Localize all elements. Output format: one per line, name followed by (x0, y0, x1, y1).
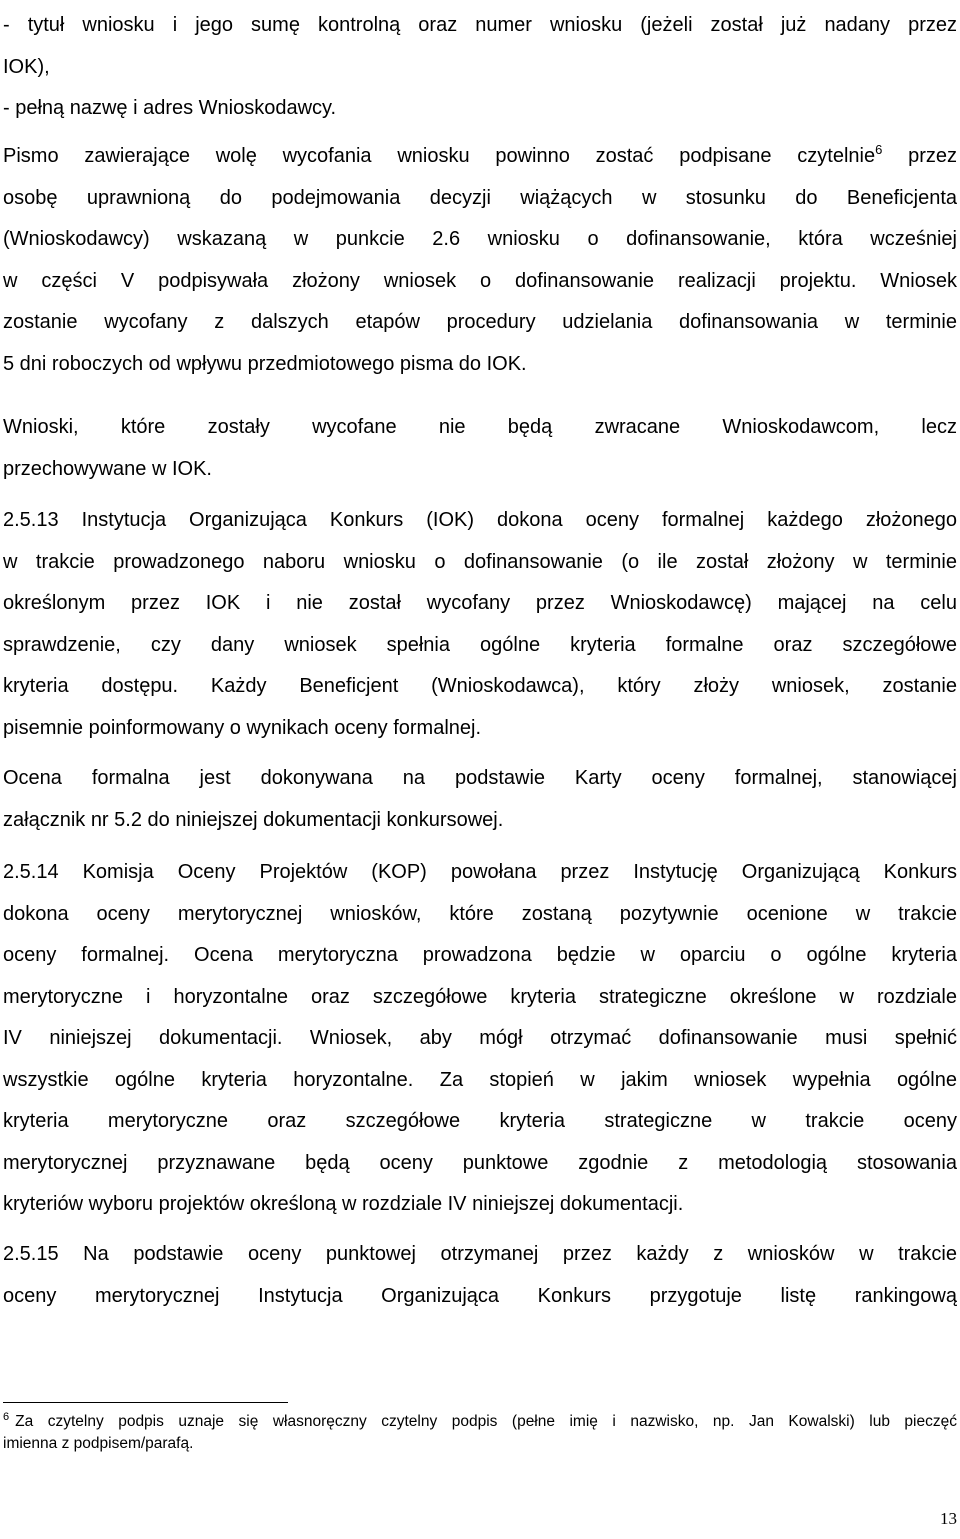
list-item: - pełną nazwę i adres Wnioskodawcy. (3, 97, 337, 119)
paragraph-line: kryteria merytoryczne oraz szczegółowe kryteria strategiczne w trakcie oceny (3, 1110, 957, 1132)
list-item: - tytuł wniosku i jego sumę kontrolną oraz numer wniosku (jeżeli został już nadany przez (3, 14, 957, 36)
paragraph-line: pisemnie poinformowany o wynikach oceny formalnej. (3, 716, 482, 739)
paragraph-line: oceny formalnej. Ocena merytoryczna prowadzona będzie w oparciu o ogólne kryteria (3, 944, 957, 966)
paragraph-line: osobę uprawnioną do podejmowania decyzji wiążących w stosunku do Beneficjenta (3, 186, 957, 209)
paragraph-line: wszystkie ogólne kryteria horyzontalne. Za stopień w jakim wniosek wypełnia ogólne (3, 1068, 957, 1091)
footnote (3, 1411, 957, 1455)
withdrawn-storage-paragraph (3, 407, 957, 490)
paragraph-line: IV niniejszej dokumentacji. Wniosek, aby mógł otrzymać dofinansowanie musi spełnić (3, 1027, 957, 1049)
footnote-line: imienna z podpisem/parafą. (3, 1435, 194, 1452)
paragraph-line: merytorycznej przyznawane będą oceny punktowe zgodnie z metodologią stosowania (3, 1151, 957, 1174)
lead-items-list (3, 5, 957, 130)
paragraph-line: (Wnioskodawcy) wskazaną w punkcie 2.6 wniosku o dofinansowanie, która wcześniej (3, 228, 957, 250)
section-2-5-13 (3, 500, 957, 749)
section-2-5-15 (3, 1234, 957, 1317)
paragraph-line: 5 dni roboczych od wpływu przedmiotowego pisma do IOK. (3, 352, 527, 375)
paragraph-line (3, 136, 957, 178)
footnote-text: Za czytelny podpis uznaje się własnoręczny czytelny podpis (pełne imię i nazwisko, np. Jan Kowalski) lub pieczęć (15, 1413, 957, 1430)
footnote-line (3, 1411, 957, 1433)
paragraph-text: Pismo zawierające wolę wycofania wniosku powinno zostać podpisane czytelnie (3, 145, 876, 167)
paragraph-text: przez (882, 145, 957, 167)
paragraph-line: 2.5.13 Instytucja Organizująca Konkurs (IOK) dokona oceny formalnej każdego złożonego (3, 509, 957, 531)
footnote-reference: 6 (875, 142, 883, 157)
footnote-number: 6 (3, 1411, 10, 1423)
footnote-separator (3, 1402, 288, 1403)
paragraph-line: w części V podpisywała złożony wniosek o dofinansowanie realizacji projektu. Wniosek (3, 269, 957, 292)
paragraph-line: przechowywane w IOK. (3, 457, 212, 480)
paragraph-line: Ocena formalna jest dokonywana na podstawie Karty oceny formalnej, stanowiącej (3, 767, 957, 789)
paragraph-line: kryteriów wyboru projektów określoną w rozdziale IV niniejszej dokumentacji. (3, 1193, 684, 1215)
paragraph-line: dokona oceny merytorycznej wniosków, które zostaną pozytywnie ocenione w trakcie (3, 902, 957, 925)
paragraph-line: sprawdzenie, czy dany wniosek spełnia ogólne kryteria formalne oraz szczegółowe (3, 633, 957, 656)
paragraph-line: 2.5.14 Komisja Oceny Projektów (KOP) powołana przez Instytucję Organizującą Konkurs (3, 861, 957, 883)
paragraph-line: Wnioski, które zostały wycofane nie będą zwracane Wnioskodawcom, lecz (3, 416, 957, 438)
section-2-5-14 (3, 852, 957, 1226)
withdrawal-paragraph (3, 136, 957, 385)
paragraph-line: załącznik nr 5.2 do niniejszej dokumentacji konkursowej. (3, 808, 504, 831)
paragraph-line: oceny merytorycznej Instytucja Organizująca Konkurs przygotuje listę rankingową (3, 1284, 957, 1307)
paragraph-line: merytoryczne i horyzontalne oraz szczegółowe kryteria strategiczne określone w rozdziale (3, 985, 957, 1008)
page-number: 13 (940, 1509, 957, 1528)
paragraph-line: określonym przez IOK i nie został wycofany przez Wnioskodawcę) mającej na celu (3, 592, 957, 614)
paragraph-line: zostanie wycofany z dalszych etapów procedury udzielania dofinansowania w terminie (3, 311, 957, 333)
paragraph-line: kryteria dostępu. Każdy Beneficjent (Wnioskodawca), który złoży wniosek, zostanie (3, 675, 957, 697)
formal-assessment-paragraph (3, 758, 957, 841)
paragraph-line: w trakcie prowadzonego naboru wniosku o dofinansowanie (o ile został złożony w terminie (3, 550, 957, 573)
paragraph-line: 2.5.15 Na podstawie oceny punktowej otrzymanej przez każdy z wniosków w trakcie (3, 1243, 957, 1265)
list-item-continuation: IOK), (3, 55, 50, 78)
